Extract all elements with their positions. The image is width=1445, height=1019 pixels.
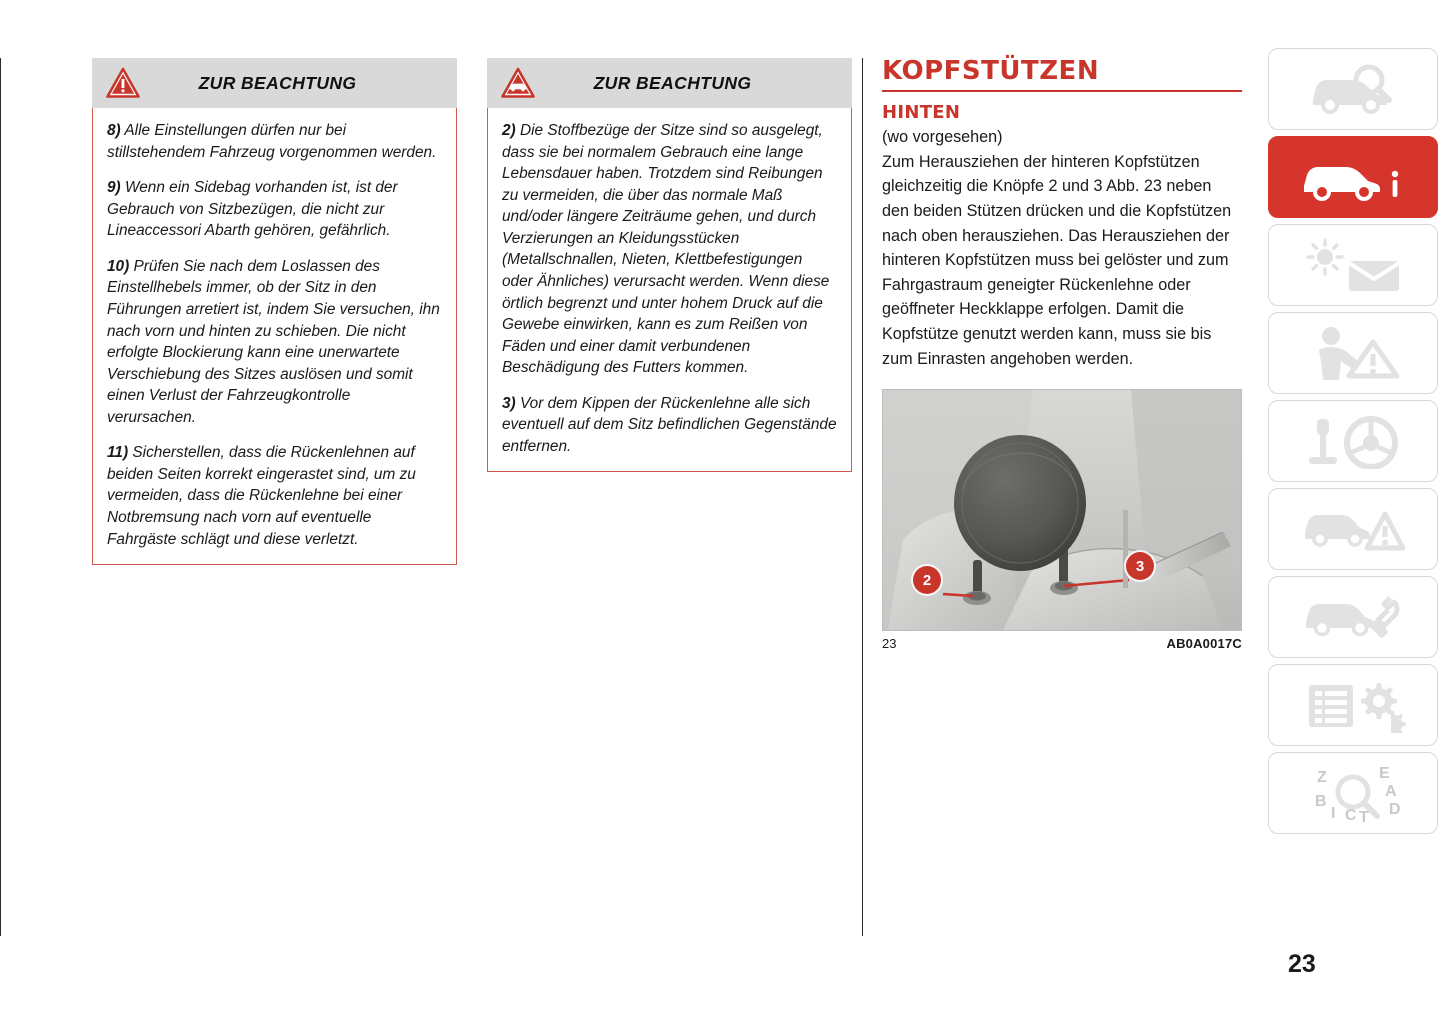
- warning-box-middle-title: ZUR BEACHTUNG: [593, 72, 752, 93]
- warning-item-number: 3): [502, 394, 516, 412]
- emergency-tab[interactable]: [1268, 312, 1438, 394]
- svg-text:E: E: [1379, 765, 1390, 782]
- car-warning-triangle-icon: [501, 67, 535, 99]
- warning-box-left-title: ZUR BEACHTUNG: [198, 72, 357, 93]
- figure-callout-3: 3: [1126, 552, 1154, 580]
- dashboard-signals-tab[interactable]: [1268, 224, 1438, 306]
- warning-item-text: Sicherstellen, dass die Rückenlehnen auf beiden Seiten korrekt eingerastet sind, um zu vermeiden, dass die Rückenlehne bei einer Notbremsung nach vorn auf eventuelle Fahrgäste schlägt und diese verletzt.: [107, 444, 416, 548]
- figure-23: [882, 389, 1242, 651]
- warning-box-left-body: [92, 108, 457, 565]
- warning-lights-tab[interactable]: [1268, 488, 1438, 570]
- warning-item-text: Vor dem Kippen der Rückenlehne alle sich eventuell auf dem Sitz befindlichen Gegenstände entfernen.: [502, 394, 837, 455]
- svg-text:D: D: [1389, 801, 1401, 818]
- section-body-text: Zum Herausziehen der hinteren Kopfstützen gleichzeitig die Knöpfe 2 und 3 Abb. 23 neben den beiden Stützen drücken und die Kopfstützen nach oben herausziehen. Das Herausziehen der hinteren Kopfstützen muss bei gelöster und zum Fahrgastraum geneigter Rückenlehne oder geöffneter Heckklappe erfolgen. Damit die Kopfstütze genutzt werden kann, muss sie bis zum Einrasten angehoben werden.: [882, 152, 1232, 368]
- warning-sun-envelope-icon: [1299, 237, 1407, 293]
- left-column: [92, 58, 457, 565]
- section-tab-rail[interactable]: [1268, 48, 1438, 840]
- page-number: 23: [1288, 950, 1316, 978]
- car-magnifier-icon: [1305, 63, 1401, 115]
- warning-item: [107, 442, 442, 550]
- person-warning-icon: [1301, 324, 1405, 382]
- page-title: KOPFSTÜTZEN: [882, 56, 1100, 86]
- column-divider-1: [0, 58, 1, 936]
- right-column: [882, 58, 1242, 651]
- warning-item: [107, 256, 442, 429]
- document-gears-icon: [1299, 677, 1407, 733]
- figure-caption: [882, 636, 1242, 651]
- middle-column: [487, 58, 852, 472]
- column-divider-2: [862, 58, 863, 936]
- car-info-tab[interactable]: [1268, 136, 1438, 218]
- warning-triangle-icon: [106, 67, 140, 99]
- warning-item: [107, 120, 442, 163]
- warning-item-text: Wenn ein Sidebag vorhanden ist, ist der Gebrauch von Sitzbezügen, die nicht zur Lineaccessori Abarth gehören, gefährlich.: [107, 179, 398, 240]
- warning-box-middle-header: [487, 58, 852, 108]
- warning-item-text: Prüfen Sie nach dem Loslassen des Einstellhebels immer, ob der Sitz in den Führungen arretiert ist, indem Sie versuchen, ihn nach vorn und hinten zu schieben. Die nicht erfolgte Blockierung kann eine unerwartete Verschiebung des Sitzes auslösen und somit einen Verlust der Fahrzeugkontrolle verursachen.: [107, 257, 440, 426]
- car-inspection-tab[interactable]: [1268, 48, 1438, 130]
- warning-item-number: 10): [107, 257, 130, 275]
- svg-text:Z: Z: [1317, 769, 1327, 786]
- headrest-illustration: [883, 390, 1241, 630]
- svg-text:A: A: [1385, 783, 1397, 800]
- warning-item-number: 2): [502, 122, 516, 139]
- warning-item-text: Die Stoffbezüge der Sitze sind so ausgelegt, dass sie bei normalem Gebrauch eine lange Lebensdauer haben. Trotzdem sind Reibungen zu vermeiden, die über das normale Maß und/oder längere Zeiträume gehen, und durch Verzierungen an Kleidungsstücken (Metallschnallen, Nieten, Klettbefestigungen oder Ähnliches) verursacht werden. Wenn diese örtlich begrenzt und unter hohem Druck auf die Gewebe einwirken, kann es zum Reißen von Fäden und einer damit verbundenen Beschädigung des Futters kommen.: [502, 122, 830, 377]
- svg-text:T: T: [1359, 809, 1369, 822]
- warning-item: [107, 177, 442, 242]
- alphabetical-index-icon: [1297, 764, 1409, 822]
- technical-specs-tab[interactable]: [1268, 664, 1438, 746]
- service-tab[interactable]: [1268, 576, 1438, 658]
- jack-steering-wheel-icon: [1299, 413, 1407, 469]
- figure-callout-2: 2: [913, 566, 941, 594]
- warning-box-left-header: [92, 58, 457, 108]
- svg-text:I: I: [1331, 805, 1336, 822]
- section-title: HINTEN: [882, 102, 961, 123]
- figure-number: 23: [882, 636, 897, 652]
- warning-item: [502, 393, 837, 458]
- maintenance-care-tab[interactable]: [1268, 400, 1438, 482]
- alphabetical-index-tab[interactable]: [1268, 752, 1438, 834]
- figure-code: AB0A0017C: [1166, 636, 1242, 652]
- warning-item-number: 8): [107, 122, 121, 139]
- svg-text:B: B: [1315, 793, 1327, 810]
- headrest-photo: [882, 389, 1242, 631]
- warning-item: [502, 120, 837, 379]
- car-info-icon: [1298, 152, 1408, 202]
- warning-item-number: 9): [107, 179, 121, 197]
- warning-item-number: 11): [107, 444, 129, 462]
- car-skid-warning-icon: [1297, 502, 1409, 556]
- car-wrench-icon: [1298, 590, 1408, 644]
- title-underline: [882, 90, 1242, 92]
- svg-text:C: C: [1345, 807, 1357, 822]
- section-subnote: (wo vorgesehen): [882, 128, 1003, 146]
- warning-box-middle-body: [487, 108, 852, 472]
- warning-item-text: Alle Einstellungen dürfen nur bei stillstehendem Fahrzeug vorgenommen werden.: [107, 122, 437, 161]
